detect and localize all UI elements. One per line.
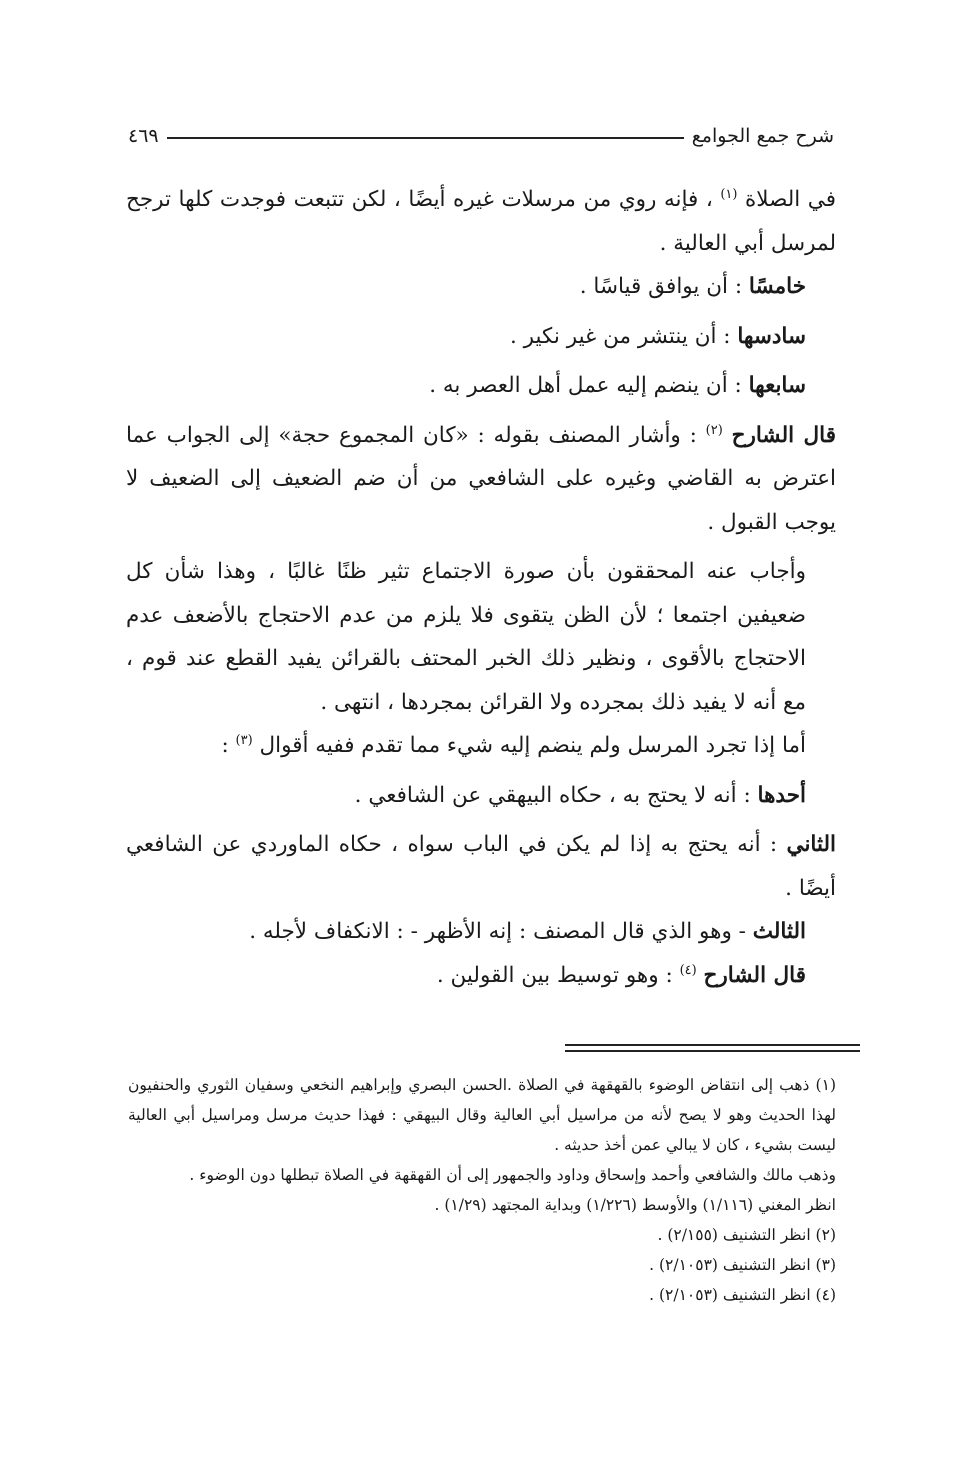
footnote-1-references: انظر المغني (١/١١٦) والأوسط (١/٢٢٦) وبداية المجتهد (١/٢٩) . — [434, 1196, 836, 1214]
footnote-ref: (٤) — [679, 962, 697, 978]
footnote-ref: (٣) — [235, 732, 253, 748]
cases-intro: أما إذا تجرد المرسل ولم ينضم إليه شيء مما تقدم ففيه أقوال $^{(٣)}$ : — [221, 732, 806, 758]
opinion-label: أحدها — [757, 782, 806, 808]
condition-label: سادسها — [737, 323, 806, 349]
opinion-label: الثاني — [786, 832, 836, 857]
page-number: ٤٦٩ — [128, 125, 159, 147]
condition-label: سابعها — [748, 373, 806, 398]
footnote-1: (١) ذهب إلى انتقاض الوضوء بالقهقهة في الصلاة .الحسن البصري وإبراهيم النخعي وسفيان الثوري والحنفيون لهذا الحديث وهو لا يصح لأنه من مراسيل أبي العالية وقال البيهقي : فهذا حديث مرسل ومراسيل أبي العالية ليست بشيء ، كان لا يبالي عمن أخذ حديثه . — [128, 1076, 836, 1154]
footnote-ref: (١) — [720, 186, 738, 202]
footnote-ref: (٢) — [705, 422, 723, 438]
opinion-first: أحدها : أنه لا يحتج به ، حكاه البيهقي عن الشافعي . — [354, 782, 806, 808]
main-text — [126, 178, 836, 997]
running-title: شرح جمع الجوامع — [691, 125, 834, 147]
footnotes — [128, 1070, 836, 1310]
opinion-label: الثالث — [752, 919, 806, 944]
paragraph-continuation: في الصلاة $^{(١)}$ ، فإنه روي من مرسلات غيره أيضًا ، لكن تتبعت فوجدت كلها ترجح لمرسل أبي العالية . — [126, 186, 836, 256]
commentator-paragraph-2: قال الشارح $^{(٤)}$ : وهو توسيط بين القولين . — [436, 962, 806, 988]
condition-sixth: سادسها : أن ينتشر من غير نكير . — [510, 323, 806, 349]
answer-paragraph: وأجاب عنه المحققون بأن صورة الاجتماع تثير ظنًا غالبًا ، وهذا شأن كل ضعيفين اجتمعا ؛ لأن الظن يتقوى فلا يلزم من عدم الاحتجاج بالأضعف عدم الاحتجاج بالأقوى ، ونظير ذلك الخبر المحتف بالقرائن يفيد القطع عند قوم ، مع أنه لا يفيد ذلك بمجرده ولا القرائن بمجردها ، انتهى . — [126, 559, 806, 715]
opinion-second: الثاني : أنه يحتج به إذا لم يكن في الباب سواه ، حكاه الماوردي عن الشافعي أيضًا . — [126, 832, 836, 901]
commentator-label: قال الشارح — [703, 962, 806, 988]
page-header — [128, 118, 834, 154]
commentator-label: قال الشارح — [731, 422, 837, 448]
footnote-1-continued: وذهب مالك والشافعي وأحمد وإسحاق وداود والجمهور إلى أن القهقهة في الصلاة تبطلها دون الوضوء . — [189, 1166, 836, 1184]
footnote-4: (٤) انظر التشنيف (٢/١٠٥٣) . — [649, 1286, 836, 1304]
opinion-third: الثالث - وهو الذي قال المصنف : إنه الأظهر - : الانكفاف لأجله . — [249, 919, 806, 944]
header-rule — [167, 137, 684, 139]
condition-fifth: خامسًا : أن يوافق قياسًا . — [579, 274, 806, 299]
condition-seventh: سابعها : أن ينضم إليه عمل أهل العصر به . — [429, 373, 806, 398]
footnote-separator — [565, 1044, 860, 1056]
footnote-2: (٢) انظر التشنيف (٢/١٥٥) . — [657, 1226, 836, 1244]
condition-label: خامسًا — [748, 274, 806, 299]
footnote-3: (٣) انظر التشنيف (٢/١٠٥٣) . — [649, 1256, 836, 1274]
commentator-paragraph: قال الشارح $^{(٢)}$ : وأشار المصنف بقوله : «كان المجموع حجة» إلى الجواب عما اعترض به القاضي وغيره على الشافعي من أن ضم الضعيف إلى الضعيف لا يوجب القبول . — [126, 422, 837, 535]
